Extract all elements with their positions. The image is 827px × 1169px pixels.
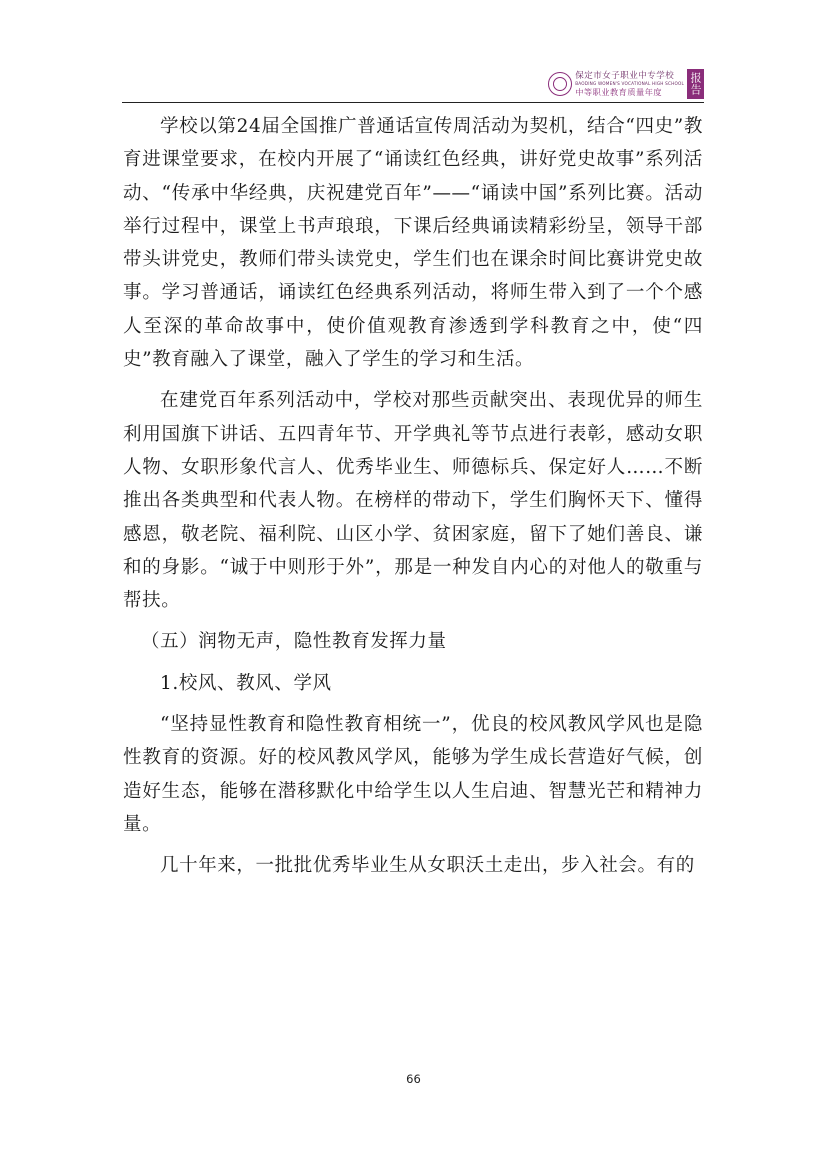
header-divider [122,102,704,103]
paragraph: 在建党百年系列活动中，学校对那些贡献突出、表现优异的师生利用国旗下讲话、五四青年节、开学典礼等节点进行表彰，感动女职人物、女职形象代言人、优秀毕业生、师德标兵、保定好人……不断推出各类典型和代表人物。在榜样的带动下，学生们胸怀天下、懂得感恩，敬老院、福利院、山区小学、贫困家庭，留下了她们善良、谦和的身影。“诚于中则形于外”，那是一种发自内心的对他人的敬重与帮扶。 [123,390,703,612]
school-name-en: BAODING WOMEN'S VOCATIONAL HIGH SCHOOL [575,80,684,86]
page-number: 66 [406,1072,421,1086]
paragraph: 几十年来，一批批优秀毕业生从女职沃土走出，步入社会。有的 [160,855,695,877]
school-name-cn: 保定市女子职业中专学校 [575,71,675,82]
report-subtitle: 中等职业教育质量年度 [575,86,663,97]
page-body [123,110,703,883]
paragraph: “坚持显性教育和隐性教育相统一”，优良的校风教风学风也是隐性教育的资源。好的校风教风学风，能够为学生成长营造好气候，创造好生态，能够在潜移默化中给学生以人生启迪、智慧光芒和精神力量。 [123,714,703,835]
paragraph: 学校以第24届全国推广普通话宣传周活动为契机，结合“四史”教育进课堂要求，在校内开展了“诵读红色经典，讲好党史故事”系列活动、“传承中华经典，庆祝建党百年”——“诵读中国”系列比赛。活动举行过程中，课堂上书声琅琅，下课后经典诵读精彩纷呈，领导干部带头讲党史，教师们带头读党史，学生们也在课余时间比赛讲党史故事。学习普通话，诵读红色经典系列活动，将师生带入到了一个个感人至深的革命故事中，使价值观教育渗透到学科教育之中，使“四史”教育融入了课堂，融入了学生的学习和生活。 [123,116,703,371]
page-header [122,68,704,104]
section-heading: （五）润物无声，隐性教育发挥力量 [141,631,447,653]
school-seal-icon [548,72,572,96]
report-badge: 报告 [687,69,704,99]
school-logo [548,68,704,100]
subheading: 1.校风、教风、学风 [160,672,332,694]
